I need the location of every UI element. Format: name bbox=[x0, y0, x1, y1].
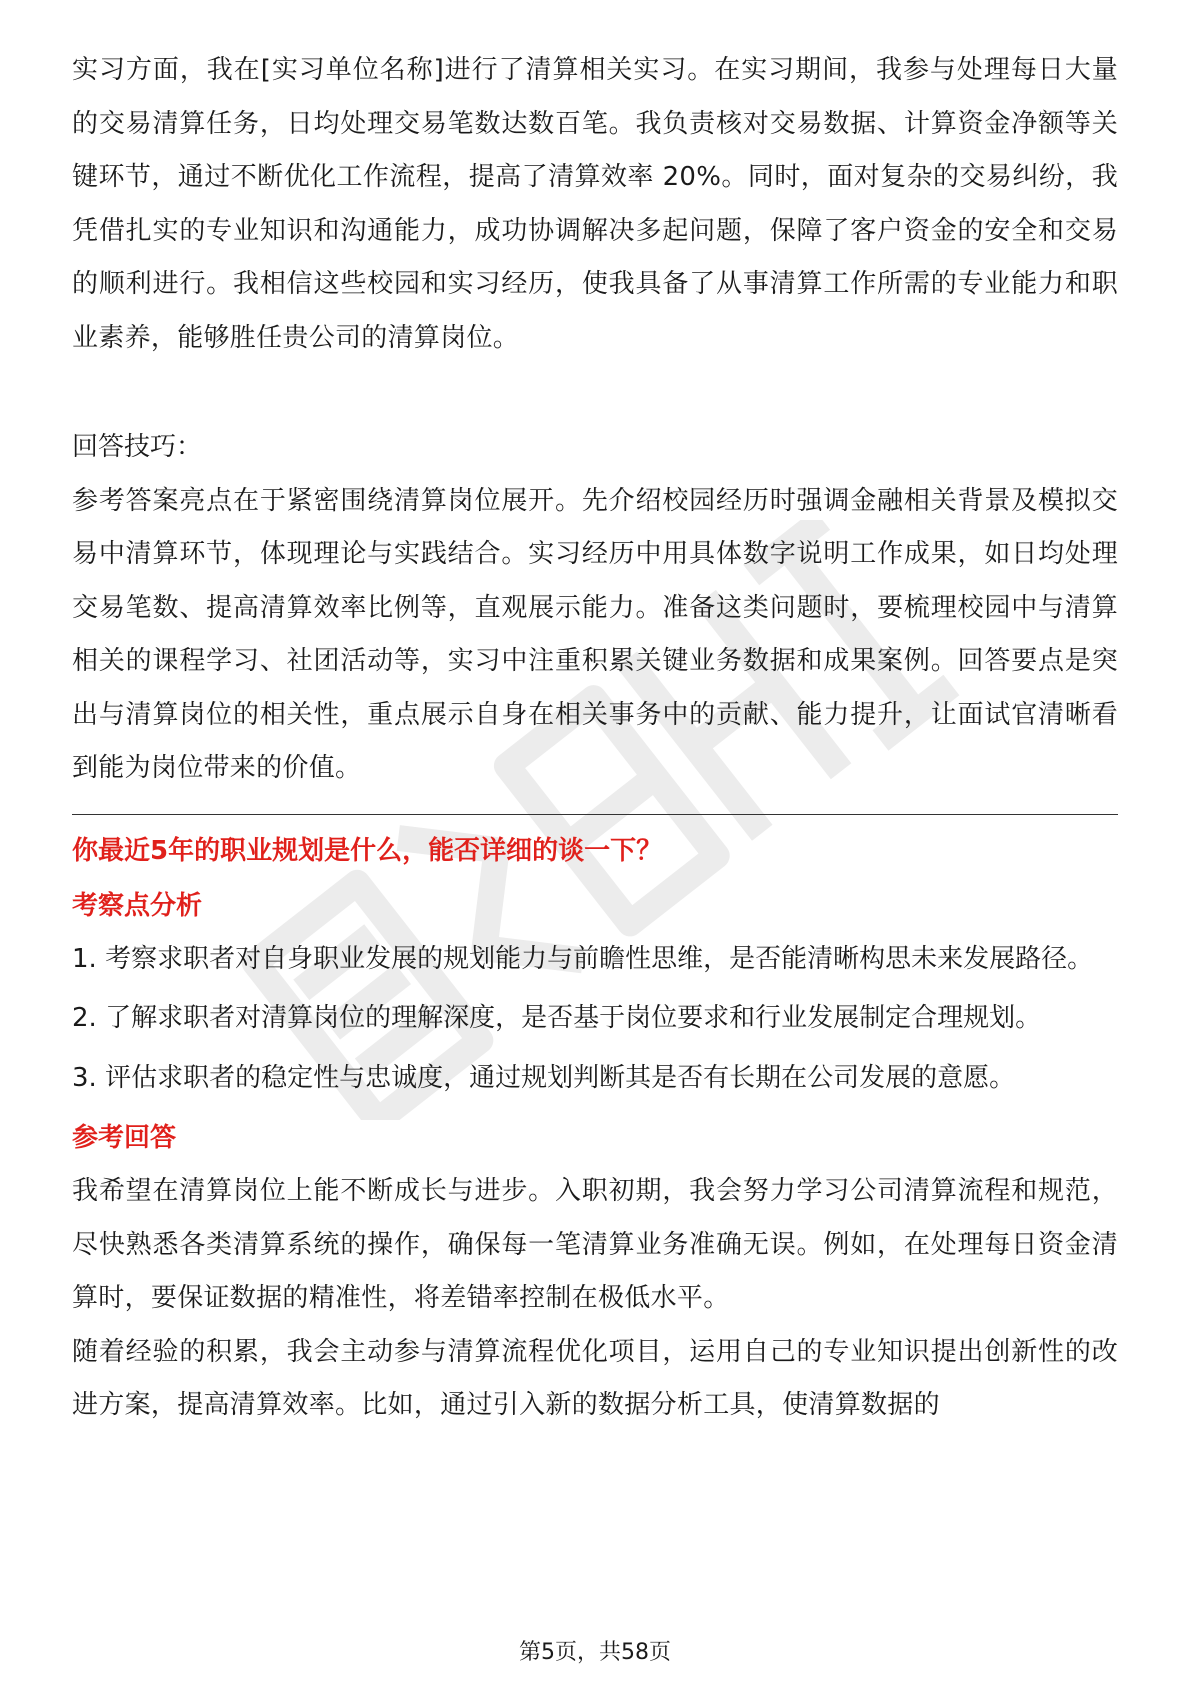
intro-paragraph: 实习方面，我在[实习单位名称]进行了清算相关实习。在实习期间，我参与处理每日大量的交易清算任务，日均处理交易笔数达数百笔。我负责核对交易数据、计算资金净额等关键环节，通过不断优化工作流程，提高了清算效率 20%。同时，面对复杂的交易纠纷，我凭借扎实的专业知识和沟通能力，成功协调解决多起问题，保障了客户资金的安全和交易的顺利进行。我相信这些校园和实习经历，使我具备了从事清算工作所需的专业能力和职业素养，能够胜任贵公司的清算岗位。 bbox=[72, 55, 1118, 353]
paragraph-gap bbox=[72, 365, 1118, 421]
page-number-label: 第5页，共58页 bbox=[519, 1640, 671, 1665]
main-content bbox=[72, 44, 1118, 1433]
answer-heading: 参考回答 bbox=[72, 1123, 177, 1153]
answer-paragraph: 随着经验的积累，我会主动参与清算流程优化项目，运用自己的专业知识提出创新性的改进方案，提高清算效率。比如，通过引入新的数据分析工具，使清算数据的 bbox=[72, 1336, 1118, 1420]
answer-paragraph: 我希望在清算岗位上能不断成长与进步。入职初期，我会努力学习公司清算流程和规范，尽快熟悉各类清算系统的操作，确保每一笔清算业务准确无误。例如，在处理每日资金清算时，要保证数据的精准性，将差错率控制在极低水平。 bbox=[72, 1176, 1118, 1313]
tips-label: 回答技巧： bbox=[72, 432, 203, 462]
section-divider bbox=[72, 814, 1118, 815]
analysis-point: 2. 了解求职者对清算岗位的理解深度，是否基于岗位要求和行业发展制定合理规划。 bbox=[72, 1003, 1042, 1033]
page-footer bbox=[0, 1638, 1190, 1668]
tips-paragraph: 参考答案亮点在于紧密围绕清算岗位展开。先介绍校园经历时强调金融相关背景及模拟交易中清算环节，体现理论与实践结合。实习经历中用具体数字说明工作成果，如日均处理交易笔数、提高清算效率比例等，直观展示能力。准备这类问题时，要梳理校园中与清算相关的课程学习、社团活动等，实习中注重积累关键业务数据和成果案例。回答要点是突出与清算岗位的相关性，重点展示自身在相关事务中的贡献、能力提升，让面试官清晰看到能为岗位带来的价值。 bbox=[72, 485, 1118, 783]
analysis-list bbox=[72, 933, 1118, 1106]
analysis-point: 1. 考察求职者对自身职业发展的规划能力与前瞻性思维，是否能清晰构思未来发展路径。 bbox=[72, 943, 1094, 974]
analysis-point: 3. 评估求职者的稳定性与忠诚度，通过规划判断其是否有长期在公司发展的意愿。 bbox=[72, 1062, 1016, 1093]
analysis-heading: 考察点分析 bbox=[72, 890, 203, 921]
question-title: 你最近5年的职业规划是什么，能否详细的谈一下？ bbox=[72, 835, 663, 866]
